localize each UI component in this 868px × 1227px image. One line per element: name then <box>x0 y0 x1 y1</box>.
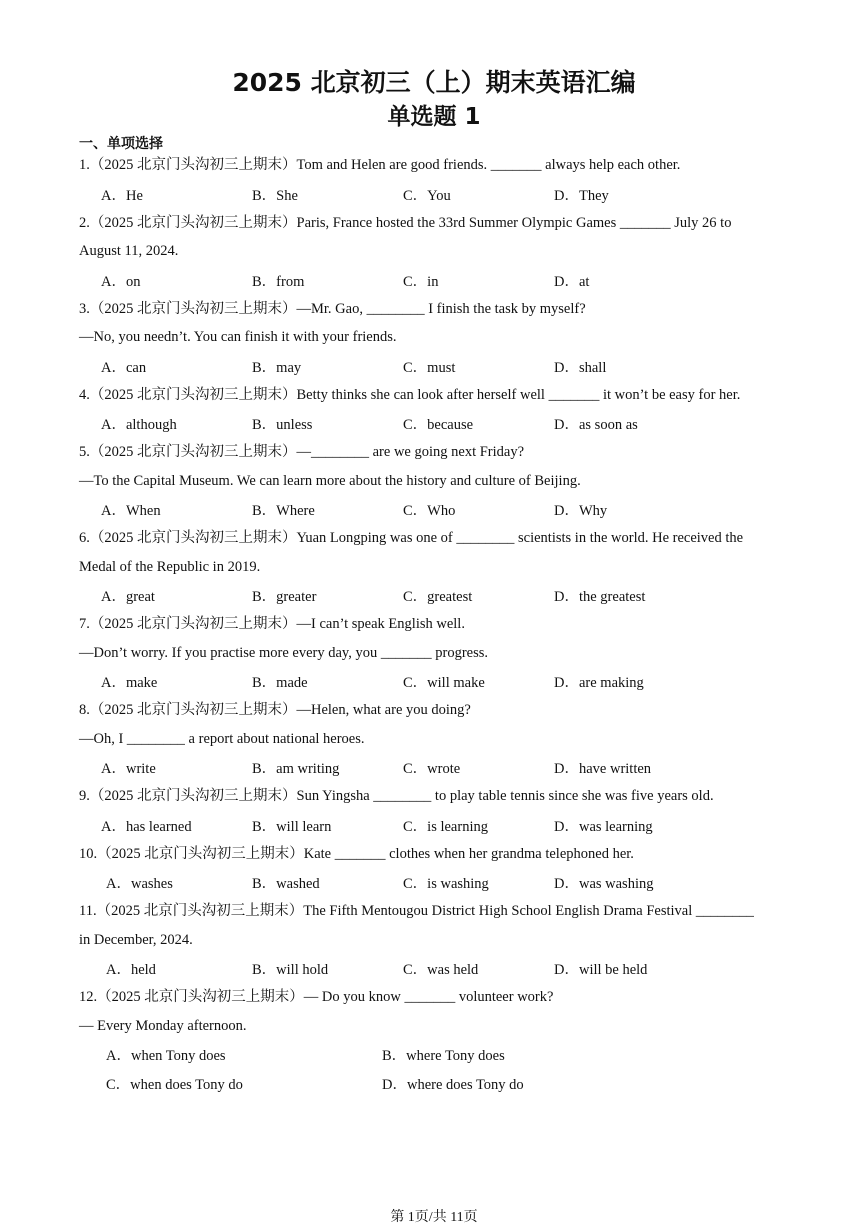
question-7 <box>79 610 794 696</box>
option-c: C．when does Tony do <box>106 1077 243 1093</box>
option-c: C．is learning <box>403 818 488 835</box>
option-row <box>79 667 794 696</box>
option-c: C．is washing <box>403 876 489 892</box>
section-heading: 一、单项选择 <box>79 136 163 152</box>
question-stem: 7.（2025 北京门头沟初三上期末）—I can’t speak English well. <box>79 616 465 632</box>
question-3 <box>79 295 794 381</box>
option-c: C．in <box>403 273 439 290</box>
question-stem-continued: —Don’t worry. If you practise more every day, you _______ progress. <box>79 644 488 661</box>
page-number: 第 1页/共 11页 <box>390 1210 478 1225</box>
option-d: D．have written <box>554 761 652 777</box>
option-b: B．Where <box>252 503 315 519</box>
question-12 <box>79 983 794 1098</box>
option-a: A．write <box>101 761 156 777</box>
question-stem-continued: —To the Capital Museum. We can learn more about the history and culture of Beijing. <box>79 472 581 489</box>
option-b: B．greater <box>252 589 317 605</box>
option-d: D．the greatest <box>554 589 646 605</box>
option-row <box>79 1040 794 1069</box>
option-a: A．He <box>101 187 143 204</box>
option-a: A．has learned <box>101 818 192 835</box>
option-b: B．from <box>252 273 305 290</box>
question-2 <box>79 209 794 295</box>
question-11 <box>79 897 794 983</box>
question-stem: 12.（2025 北京门头沟初三上期末）— Do you know _______ volunteer work? <box>79 989 554 1005</box>
question-6 <box>79 524 794 610</box>
question-stem: 9.（2025 北京门头沟初三上期末）Sun Yingsha ________ to play table tennis since she was five years old. <box>79 788 714 804</box>
option-d: D．where does Tony do <box>382 1077 524 1093</box>
option-row <box>79 581 794 610</box>
option-c: C．must <box>403 359 456 376</box>
option-b: B．She <box>252 187 298 204</box>
option-c: C．greatest <box>403 589 473 605</box>
option-row <box>79 409 794 438</box>
question-stem: 11.（2025 北京门头沟初三上期末）The Fifth Mentougou District High School English Drama Festival ________ <box>79 903 754 919</box>
question-stem: 6.（2025 北京门头沟初三上期末）Yuan Longping was one of ________ scientists in the world. He received the <box>79 530 744 546</box>
option-c: C．You <box>403 187 451 204</box>
option-a: A．great <box>101 589 155 605</box>
option-a: A．although <box>101 417 177 433</box>
option-c: C．wrote <box>403 761 461 777</box>
option-row <box>79 352 794 381</box>
option-d: D．are making <box>554 675 644 691</box>
option-row <box>79 495 794 524</box>
question-list <box>79 151 794 1098</box>
question-stem: 2.（2025 北京门头沟初三上期末）Paris, France hosted the 33rd Summer Olympic Games _______ July 26 to <box>79 214 732 231</box>
option-d: D．as soon as <box>554 417 638 433</box>
question-stem: 3.（2025 北京门头沟初三上期末）—Mr. Gao, ________ I finish the task by myself? <box>79 300 586 317</box>
option-a: A．can <box>101 359 147 376</box>
option-row <box>79 868 794 897</box>
option-row <box>79 811 794 840</box>
option-a: A．make <box>101 675 158 691</box>
page-title: 2025 北京初三（上）期末英语汇编 <box>232 68 636 97</box>
option-a: A．held <box>106 962 156 978</box>
question-stem: 8.（2025 北京门头沟初三上期末）—Helen, what are you doing? <box>79 702 471 718</box>
option-d: D．was learning <box>554 818 653 835</box>
question-9 <box>79 782 794 840</box>
question-stem-continued: in December, 2024. <box>79 931 193 948</box>
option-a: A．on <box>101 273 141 290</box>
option-row <box>79 180 794 209</box>
option-a: A．When <box>101 503 161 519</box>
question-stem-continued: —No, you needn’t. You can finish it with your friends. <box>79 329 397 345</box>
question-8 <box>79 696 794 782</box>
option-c: C．was held <box>403 962 479 978</box>
option-b: B．washed <box>252 876 320 892</box>
option-b: B．will learn <box>252 818 332 835</box>
question-stem-continued: Medal of the Republic in 2019. <box>79 558 261 575</box>
option-row <box>79 266 794 295</box>
option-b: B．unless <box>252 417 313 433</box>
option-b: B．made <box>252 675 308 691</box>
option-b: B．will hold <box>252 962 329 978</box>
page-subtitle: 单选题 1 <box>387 104 481 130</box>
option-row <box>79 1069 794 1098</box>
option-d: D．They <box>554 187 609 204</box>
option-d: D．was washing <box>554 876 654 892</box>
option-b: B．where Tony does <box>382 1048 505 1064</box>
question-stem: 1.（2025 北京门头沟初三上期末）Tom and Helen are good friends. _______ always help each other. <box>79 157 681 173</box>
question-stem: 4.（2025 北京门头沟初三上期末）Betty thinks she can look after herself well _______ it won’t be easy for her. <box>79 386 741 403</box>
option-d: D．Why <box>554 503 608 519</box>
question-stem-continued: August 11, 2024. <box>79 243 179 259</box>
question-10 <box>79 840 794 898</box>
option-c: C．because <box>403 417 474 433</box>
option-b: B．may <box>252 359 302 376</box>
option-row <box>79 954 794 983</box>
option-d: D．will be held <box>554 962 648 978</box>
option-c: C．will make <box>403 675 485 691</box>
question-stem-continued: — Every Monday afternoon. <box>79 1017 247 1034</box>
option-b: B．am writing <box>252 761 340 777</box>
option-d: D．at <box>554 273 590 290</box>
option-d: D．shall <box>554 359 607 376</box>
question-stem: 10.（2025 北京门头沟初三上期末）Kate _______ clothes when her grandma telephoned her. <box>79 845 634 862</box>
option-a: A．washes <box>106 876 173 892</box>
question-5 <box>79 438 794 524</box>
option-row <box>79 753 794 782</box>
option-a: A．when Tony does <box>106 1048 226 1064</box>
question-stem-continued: —Oh, I ________ a report about national heroes. <box>79 730 365 747</box>
question-1 <box>79 151 794 209</box>
question-stem: 5.（2025 北京门头沟初三上期末）—________ are we going next Friday? <box>79 444 525 460</box>
question-4 <box>79 381 794 439</box>
option-c: C．Who <box>403 503 456 519</box>
